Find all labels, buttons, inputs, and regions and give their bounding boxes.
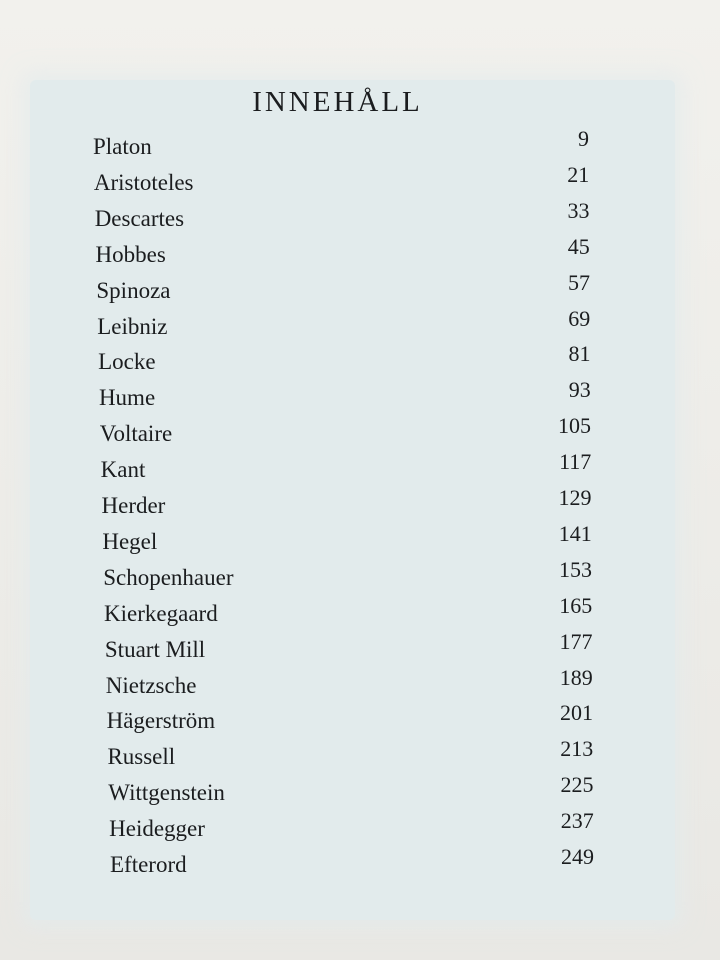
toc-entry-title: Hegel <box>102 528 158 554</box>
toc-entry-title: Platon <box>93 134 152 159</box>
toc-entry <box>0 808 720 848</box>
toc-entry-title: Spinoza <box>96 277 171 303</box>
toc-entry <box>0 520 720 561</box>
toc-entry-title: Hägerström <box>106 708 216 734</box>
toc-entry <box>0 341 720 381</box>
toc-entry-page: 9 <box>578 126 589 151</box>
toc-entry <box>0 305 720 346</box>
toc-entry-page: 213 <box>560 736 594 762</box>
toc-entry-page: 33 <box>567 197 590 223</box>
toc-entry-page: 237 <box>560 808 594 834</box>
toc-entry-page: 69 <box>568 305 591 331</box>
toc-entry-page: 117 <box>559 449 592 475</box>
toc-entry <box>0 700 720 740</box>
toc-entry-page: 57 <box>568 269 590 295</box>
toc-entry <box>0 126 720 166</box>
toc-entry-page: 81 <box>568 341 591 367</box>
toc-entry-title: Voltaire <box>99 421 173 447</box>
toc-entry <box>0 413 720 453</box>
toc-entry-page: 129 <box>558 485 592 510</box>
toc-entry-title: Hobbes <box>95 241 166 267</box>
toc-entry-title: Herder <box>101 493 166 518</box>
toc-entry-title: Heidegger <box>109 816 205 842</box>
toc-entry-page: 249 <box>561 844 594 869</box>
toc-entry <box>0 233 720 274</box>
toc-entry <box>0 736 720 776</box>
toc-entry-page: 177 <box>559 628 593 654</box>
toc-entry-title: Stuart Mill <box>104 636 206 662</box>
toc-entry <box>0 556 720 597</box>
toc-entry <box>0 449 720 489</box>
toc-entry-page: 189 <box>559 664 593 690</box>
page-title: INNEHÅLL <box>252 86 423 118</box>
toc-entry-title: Nietzsche <box>105 672 197 698</box>
toc-entry-title: Kierkegaard <box>104 600 218 626</box>
toc-entry <box>0 772 720 812</box>
toc-entry-title: Aristoteles <box>93 169 194 195</box>
toc-entry <box>0 664 720 705</box>
toc-entry-title: Locke <box>98 349 156 375</box>
toc-entry-page: 141 <box>558 520 592 546</box>
toc-entry-page: 45 <box>567 233 590 259</box>
table-of-contents <box>0 126 720 890</box>
toc-entry-title: Wittgenstein <box>108 780 225 806</box>
toc-entry <box>0 161 720 202</box>
toc-entry-page: 21 <box>567 161 590 187</box>
toc-entry-title: Efterord <box>110 852 187 877</box>
toc-entry-title: Hume <box>98 385 156 411</box>
toc-entry-page: 201 <box>560 700 593 726</box>
toc-entry-title: Russell <box>107 744 176 770</box>
toc-entry <box>0 592 720 633</box>
toc-entry-title: Schopenhauer <box>103 564 234 590</box>
toc-entry-page: 105 <box>558 413 591 439</box>
toc-entry-title: Leibniz <box>97 313 168 339</box>
toc-entry <box>0 485 720 525</box>
toc-entry <box>0 377 720 417</box>
toc-entry-page: 93 <box>568 377 591 403</box>
toc-entry-title: Kant <box>100 457 146 483</box>
toc-entry-page: 165 <box>559 592 593 618</box>
toc-entry <box>0 197 720 238</box>
toc-entry-title: Descartes <box>94 205 185 231</box>
toc-entry <box>0 269 720 310</box>
toc-entry <box>0 628 720 669</box>
toc-entry <box>0 844 720 884</box>
toc-entry-page: 225 <box>560 772 594 798</box>
toc-entry-page: 153 <box>559 556 592 582</box>
